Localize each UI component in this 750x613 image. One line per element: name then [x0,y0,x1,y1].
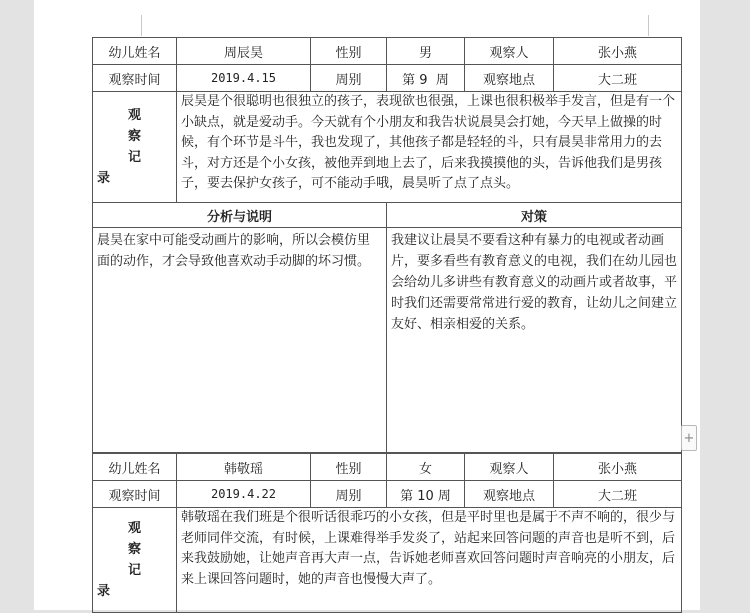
child-name-label: 幼儿姓名 [93,38,177,65]
page-corner-mark [141,15,142,36]
info-row [93,38,682,65]
place-label: 观察地点 [465,65,554,92]
gender-label: 性别 [311,38,387,65]
record-label-char: 记 [127,563,141,578]
info-row [93,454,682,481]
child-name-label: 幼儿姓名 [93,454,177,481]
gender-value: 女 [387,454,465,481]
child-name-value: 周辰昊 [177,38,311,65]
record-label [93,92,177,203]
record-label-char: 观 [127,521,141,536]
observer-value: 张小燕 [554,38,682,65]
record-label-char: 记 [127,150,141,165]
strategy-header: 对策 [387,203,682,228]
record-label-char: 察 [127,129,141,144]
time-label: 观察时间 [93,65,177,92]
record-label-char: 观 [127,108,141,123]
record-text: 韩敬瑶在我们班是个很听话很乖巧的小女孩，但是平时里也是属于不声不响的，很少与老师同伴交流，有时候，上课难得举手发炎了，站起来回答问题的声音也是听不到，后来我鼓励她，让她声音再大声一点，告诉她老师喜欢回答问题时声音响亮的小朋友，后来上课回答问题时，她的声音也慢慢大声了。 [177,508,682,613]
child-name-value: 韩敬瑶 [177,454,311,481]
week-label: 周别 [311,481,387,508]
time-value: 2019.4.15 [177,65,311,92]
week-value: 第 10 周 [387,481,465,508]
gender-label: 性别 [311,454,387,481]
info-row [93,481,682,508]
analysis-header: 分析与说明 [93,203,387,228]
observer-label: 观察人 [465,454,554,481]
record-text: 辰昊是个很聪明也很独立的孩子，表现欲也很强，上课也很积极举手发言，但是有一个小缺点，就是爱动手。今天就有个小朋友和我告状说晨昊会打她，今天早上做操的时候，有个环节是斗牛，我也发现了，其他孩子都是轻轻的斗，只有晨昊非常用力的去斗，对方还是个小女孩，被他弄到地上去了，后来我摸摸他的头，告诉他我们是男孩子，要去保护女孩子，可不能动手哦，晨昊听了点了点头。 [177,92,682,203]
observer-value: 张小燕 [554,454,682,481]
strategy-text: 我建议让晨昊不要看这种有暴力的电视或者动画片，要多看些有教育意义的电视，我们在幼儿园也会给幼儿多讲些有教育意义的动画片或者故事，平时我们还需要常常进行爱的教育，让幼儿之间建立友好、相亲相爱的关系。 [387,228,682,453]
record-label-char: 察 [127,542,141,557]
observation-table-2 [92,453,682,613]
section-body-row [93,228,682,453]
section-header-row [93,203,682,228]
info-row [93,65,682,92]
week-value: 第 9 周 [387,65,465,92]
record-label [93,508,177,613]
record-label-char: 录 [97,584,111,599]
add-row-button[interactable]: + [681,425,697,451]
week-label: 周别 [311,65,387,92]
gender-value: 男 [387,38,465,65]
record-label-char: 录 [97,171,111,186]
record-row [93,92,682,203]
record-row [93,508,682,613]
time-label: 观察时间 [93,481,177,508]
analysis-text: 晨昊在家中可能受动画片的影响，所以会模仿里面的动作，才会导致他喜欢动手动脚的坏习惯。 [93,228,387,453]
place-label: 观察地点 [465,481,554,508]
place-value: 大二班 [554,481,682,508]
place-value: 大二班 [554,65,682,92]
time-value: 2019.4.22 [177,481,311,508]
observer-label: 观察人 [465,38,554,65]
observation-table-1 [92,37,682,453]
page-corner-mark [648,15,649,36]
